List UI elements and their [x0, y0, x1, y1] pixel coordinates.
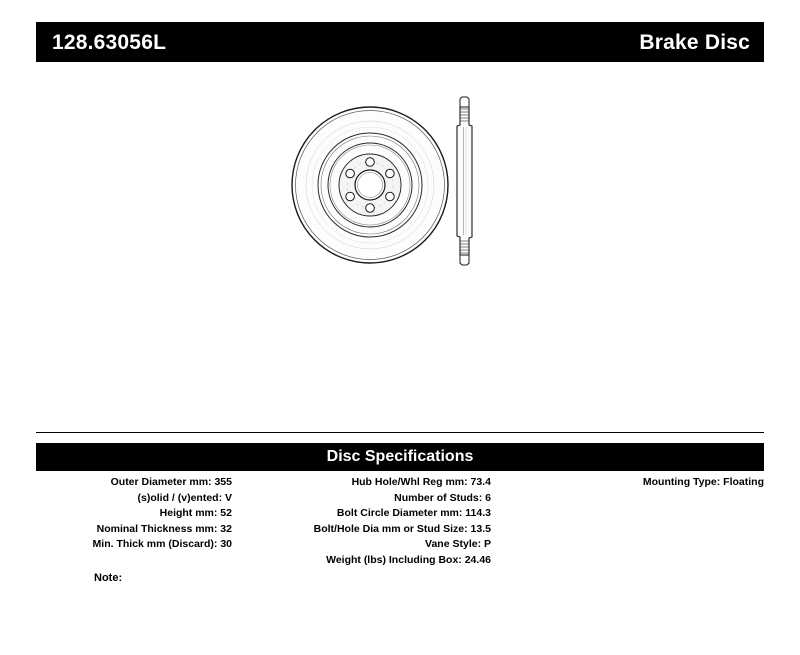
spec-item: Number of Studs: 6	[394, 491, 491, 504]
spec-column-left	[36, 475, 232, 553]
spec-item: Nominal Thickness mm: 32	[96, 522, 232, 535]
part-number: 128.63056L	[52, 30, 167, 54]
page-title: Brake Disc	[639, 30, 750, 54]
spec-section-title: Disc Specifications	[326, 448, 474, 465]
spec-section-header	[36, 443, 764, 471]
spec-body	[36, 471, 764, 601]
brake-rotor-face-view	[292, 107, 448, 263]
spec-item: Mounting Type: Floating	[642, 476, 764, 488]
spec-column-middle	[248, 475, 491, 568]
spec-item: (s)olid / (v)ented: V	[137, 491, 232, 504]
divider-rule	[36, 432, 764, 433]
spec-item: Height mm: 52	[159, 507, 232, 519]
header-bar	[36, 22, 764, 62]
spec-item: Bolt/Hole Dia mm or Stud Size: 13.5	[313, 522, 491, 535]
product-drawing	[250, 85, 560, 285]
brake-rotor-edge-view	[457, 97, 472, 265]
spec-item: Weight (lbs) Including Box: 24.46	[326, 553, 491, 566]
spec-item: Outer Diameter mm: 355	[110, 476, 232, 488]
spec-column-right	[506, 475, 764, 491]
spec-item: Vane Style: P	[425, 538, 491, 550]
brake-disc-illustration	[250, 85, 560, 285]
spec-item: Bolt Circle Diameter mm: 114.3	[336, 507, 491, 519]
spec-item: Hub Hole/Whl Reg mm: 73.4	[351, 476, 491, 488]
note-label: Note:	[94, 572, 123, 584]
spec-item: Min. Thick mm (Discard): 30	[92, 538, 232, 550]
